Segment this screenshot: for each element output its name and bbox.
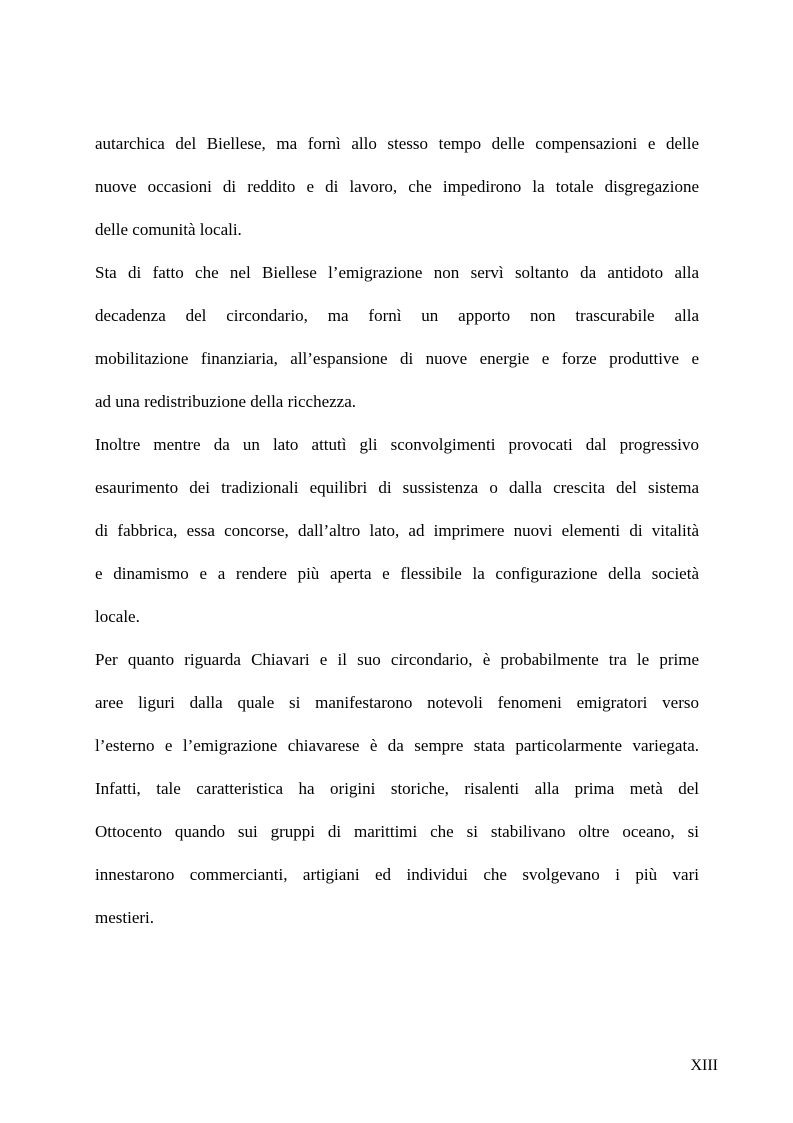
text-line: ad una redistribuzione della ricchezza. [95,392,357,411]
text-line: decadenza del circondario, ma fornì un apporto non trascurabile alla [95,306,699,325]
text-line: l’esterno e l’emigrazione chiavarese è da sempre stata particolarmente variegata. [95,736,699,755]
text-line: di fabbrica, essa concorse, dall’altro lato, ad imprimere nuovi elementi di vitalità [95,521,699,540]
text-line: Infatti, tale caratteristica ha origini storiche, risalenti alla prima metà del [95,779,699,798]
text-line: autarchica del Biellese, ma fornì allo stesso tempo delle compensazioni e delle [95,134,699,153]
text-line: esaurimento dei tradizionali equilibri di sussistenza o dalla crescita del sistema [95,478,699,497]
text-line: Inoltre mentre da un lato attutì gli sconvolgimenti provocati dal progressivo [95,435,699,454]
text-line: mobilitazione finanziaria, all’espansione di nuove energie e forze produttive e [95,349,699,368]
page-number: XIII [690,1057,718,1074]
body-text [95,129,699,946]
text-line: mestieri. [95,908,155,927]
text-line: delle comunità locali. [95,220,242,239]
text-line: Sta di fatto che nel Biellese l’emigrazione non servì soltanto da antidoto alla [95,263,699,282]
text-line: Per quanto riguarda Chiavari e il suo circondario, è probabilmente tra le prime [95,650,699,669]
text-line: Ottocento quando sui gruppi di marittimi che si stabilivano oltre oceano, si [95,822,699,841]
text-line: aree liguri dalla quale si manifestarono notevoli fenomeni emigratori verso [95,693,699,712]
text-line: locale. [95,607,140,626]
text-line: innestarono commercianti, artigiani ed individui che svolgevano i più vari [95,865,699,884]
text-line: e dinamismo e a rendere più aperta e flessibile la configurazione della società [95,564,699,583]
text-line: nuove occasioni di reddito e di lavoro, che impedirono la totale disgregazione [95,177,699,196]
